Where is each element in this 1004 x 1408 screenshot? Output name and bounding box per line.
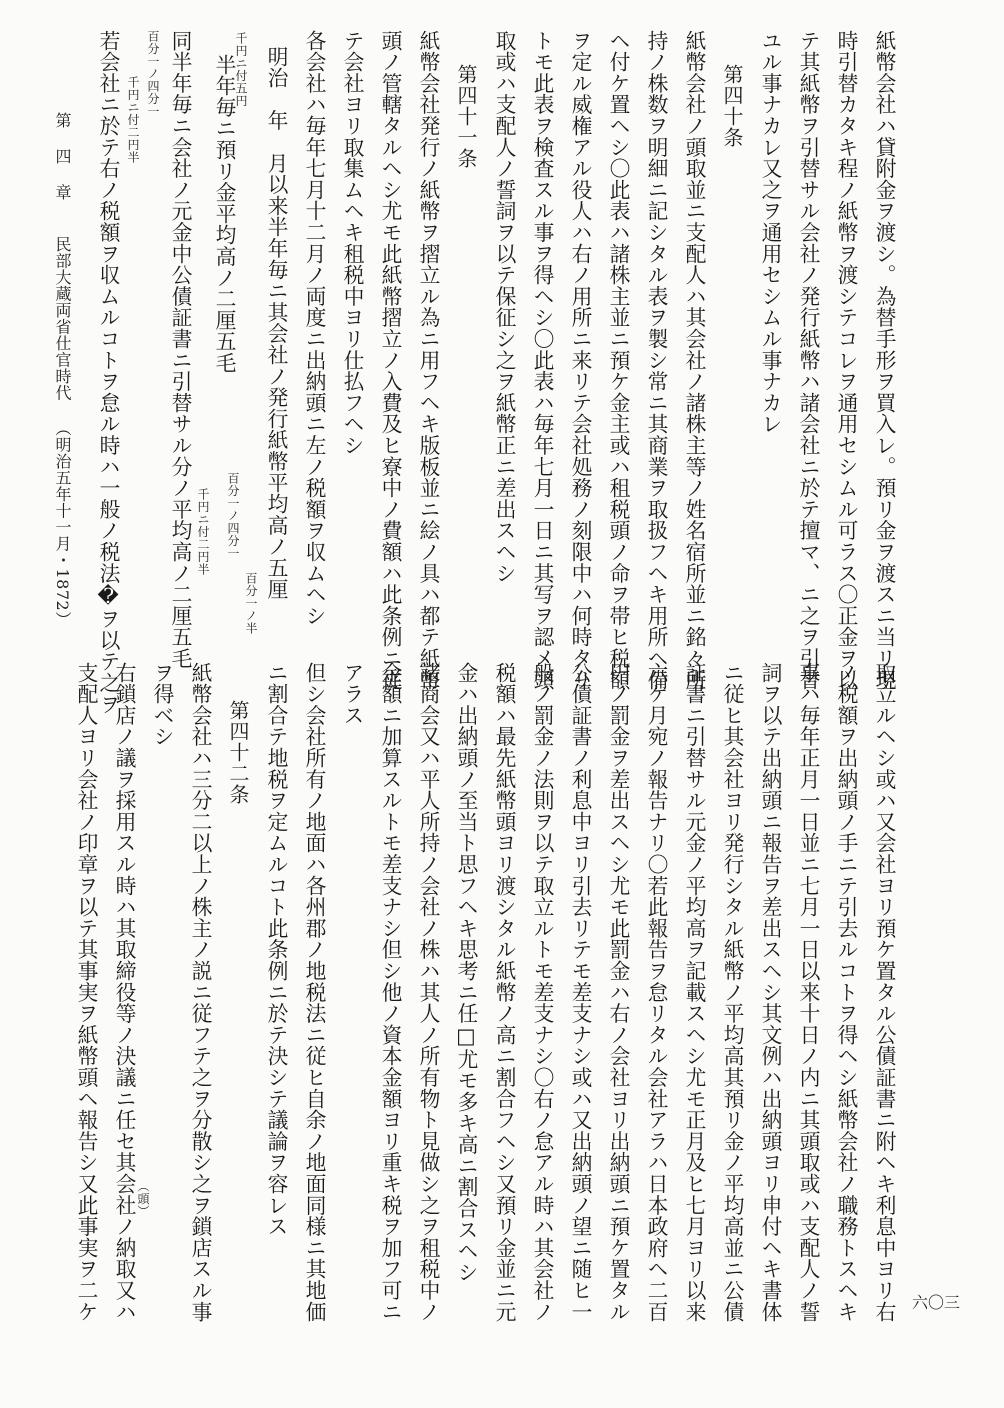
upper-line-17: 明治 年 月以来半年毎ニ其会社ノ発行紙幣平均高ノ五厘 xyxy=(264,46,288,600)
upper-line-6: 紙幣会社ノ頭取並ニ支配人ハ其会社ノ諸株主等ノ姓名宿所並ニ銘々所 xyxy=(682,30,706,691)
lower-line-22: 支配人ヨリ会社ノ印章ヲ以テ其事実ヲ紙幣頭ヘ報告シ又此事実ヲ二ケ xyxy=(74,662,98,1323)
lower-line-13: 諸商会又ハ平人所持ノ会社ノ株ハ其人ノ所有物ト見做シ之ヲ租税中ノ xyxy=(416,662,440,1323)
upper-note-17: 百分一ノ半 xyxy=(244,572,258,635)
lower-line-11: 税額ハ最先紙幣頭ヨリ渡シタル紙幣ノ高ニ割合フヘシ又預リ金並ニ元 xyxy=(492,662,516,1323)
upper-line-14: 頭ノ管轄タルヘシ尤モ此紙幣摺立ノ入費及ヒ寮中ノ費額ハ此条例ニ従 xyxy=(378,30,402,691)
upper-line-16: 各会社ハ毎年七月十二月ノ両度ニ出納頭ニ左ノ税額ヲ収ムヘシ xyxy=(302,30,326,627)
article-42-heading: 第四十二条 xyxy=(226,700,250,805)
upper-line-7: 持ノ株数ヲ明細ニ記シタル表ヲ製シ常ニ其商業ヲ取扱フヘキ用所ヘ備 xyxy=(644,30,668,691)
chapter-date: （明治五年十一月・1872） xyxy=(53,420,72,628)
upper-line-18: 半年毎ニ預リ金平均高ノ二厘五毛 xyxy=(212,54,236,374)
upper-line-9: ヲ定ル威権アル役人ハ右ノ用所ニ来リテ会社処務ノ刻限中ハ何時タリ xyxy=(568,30,592,691)
upper-line-8: ヘ付ケ置ヘシ〇此表ハ諸株主並ニ預ケ金主或ハ租税頭ノ命ヲ帯ヒ税額 xyxy=(606,30,630,691)
upper-line-10: トモ此表ヲ検査スル事ヲ得ヘシ〇此表ハ毎年七月一日ニ其写ヲ認メ頭 xyxy=(530,30,554,691)
lower-line-12: 金ハ出納頭ノ至当ト思フヘキ思考ニ任□尤モ多キ高ニ割合スヘシ xyxy=(454,662,478,1283)
lower-line-8: 円ノ罰金ヲ差出スヘシ尤モ此罰金ハ右ノ会社ヨリ出納頭ニ預ケ置タル xyxy=(606,662,630,1323)
lower-line-21: 右鎖店ノ議ヲ採用スル時ハ其取締役等ノ決議ニ任セ其会社ノ納取又ハ xyxy=(112,662,136,1323)
upper-note-18: 百分一ノ四分一 xyxy=(226,472,240,560)
upper-line-13: 紙幣会社発行ノ紙幣ヲ摺立ル為ニ用フヘキ版板並ニ絵ノ具ハ都テ紙幣 xyxy=(416,30,440,691)
upper-small-note-3: 百分一ノ四分一 xyxy=(146,30,160,118)
upper-line-4: ユル事ナカレ又之ヲ通用セシムル事ナカレ xyxy=(758,30,782,435)
lower-line-19: 紙幣会社ハ三分二以上ノ株主ノ説ニ従フテ之ヲ分散シ之ヲ鎖店スル事 xyxy=(188,662,212,1323)
chapter-title: 民部大蔵両省仕官時代 xyxy=(53,236,72,401)
lower-line-17: ニ割合テ地税ヲ定ムルコト此条例ニ於テ決シテ議論ヲ容レス xyxy=(264,662,288,1238)
upper-line-19: 同半年毎ニ会社ノ元金中公債証書ニ引替サル分ノ平均高ノ二厘五毛 xyxy=(168,30,192,669)
lower-line-20: ヲ得ベシ xyxy=(150,662,174,748)
lower-line-5: ニ従ヒ其会社ヨリ発行シタル紙幣ノ平均高其預リ金ノ平均高並ニ公債 xyxy=(720,662,744,1323)
lower-line-4: 詞ヲ以テ出納頭ニ報告ヲ差出スヘシ其文例ハ出納頭ヨリ申付ヘキ書体 xyxy=(758,662,782,1323)
upper-line-2: 時引替カタキ程ノ紙幣ヲ渡シテコレヲ通用セシムル可ラス〇正金ヲ以 xyxy=(834,30,858,691)
upper-line-20: 若会社ニ於テ右ノ税額ヲ収ムルコトヲ怠ル時ハ一般ノ税法�ヲ以テ之ヲ xyxy=(96,30,120,715)
chapter-label: 第 四 章 xyxy=(53,112,72,201)
upper-line-3: テ其紙幣ヲ引替サル会社ノ発行紙幣ハ諸会社ニ於テ擅マ、ニ之ヲ引替 xyxy=(796,30,820,691)
lower-line-14: 金額ニ加算スルトモ差支ナシ但シ他ノ資本金額ヨリ重キ税ヲ加フ可ニ xyxy=(378,662,402,1323)
upper-line-15: テ会社ヨリ取集ムヘキ租税中ヨリ仕払フヘシ xyxy=(340,30,364,456)
lower-line-1: 取立ルヘシ或ハ又会社ヨリ預ケ置タル公債証書ニ附ヘキ利息中ヨリ右 xyxy=(872,662,896,1323)
lower-line-15: アラス xyxy=(340,662,364,726)
upper-small-note-4: 千円ニ付二円半 xyxy=(126,76,140,164)
lower-line-9: 公債証書ノ利息中ヨリ引去リテモ差支ナシ或ハ又出納頭ノ望ニ随ヒ一 xyxy=(568,662,592,1323)
upper-line-1: 紙幣会社ハ貸附金ヲ渡シ。為替手形ヲ買入レ。預リ金ヲ渡スニ当リ現 xyxy=(872,30,896,691)
lower-line-10: 般ノ罰金ノ法則ヲ以テ取立ルトモ差支ナシ〇右ノ怠アル時ハ其会社ノ xyxy=(530,662,554,1323)
upper-line-11: 取或ハ支配人ノ誓詞ヲ以テ保征シ之ヲ紙幣正ニ差出スヘシ xyxy=(492,30,516,584)
lower-line-16: 但シ会社所有ノ地面ハ各州郡ノ地税法ニ従ヒ自余ノ地面同様ニ其地価 xyxy=(302,662,326,1323)
lower-line-3: 事ハ毎年正月一日並ニ七月一日以来十日ノ内ニ其頭取或ハ支配人ノ誓 xyxy=(796,662,820,1323)
article-40-heading: 第四十条 xyxy=(720,64,744,148)
upper-small-note-1: 千円ニ付五円 xyxy=(234,32,248,107)
lower-line-2: ノ税額ヲ出納頭ノ手ニテ引去ルコトヲ得ヘシ紙幣会社ノ職務トスヘキ xyxy=(834,662,858,1323)
page-number: 六〇三 xyxy=(912,1293,961,1312)
lower-line-6: 証書ニ引替サル元金ノ平均高ヲ記載スヘシ尤モ正月及ヒ七月ヨリ以来 xyxy=(682,662,706,1323)
lower-line-7: 六ケ月宛ノ報告ナリ〇若此報告ヲ怠リタル会社アラハ日本政府ヘ二百 xyxy=(644,662,668,1323)
upper-small-note-2: 千円ニ付二円半 xyxy=(196,488,210,576)
lower-note-21: （頭） xyxy=(136,1180,150,1218)
article-41-heading: 第四十一条 xyxy=(454,64,478,169)
